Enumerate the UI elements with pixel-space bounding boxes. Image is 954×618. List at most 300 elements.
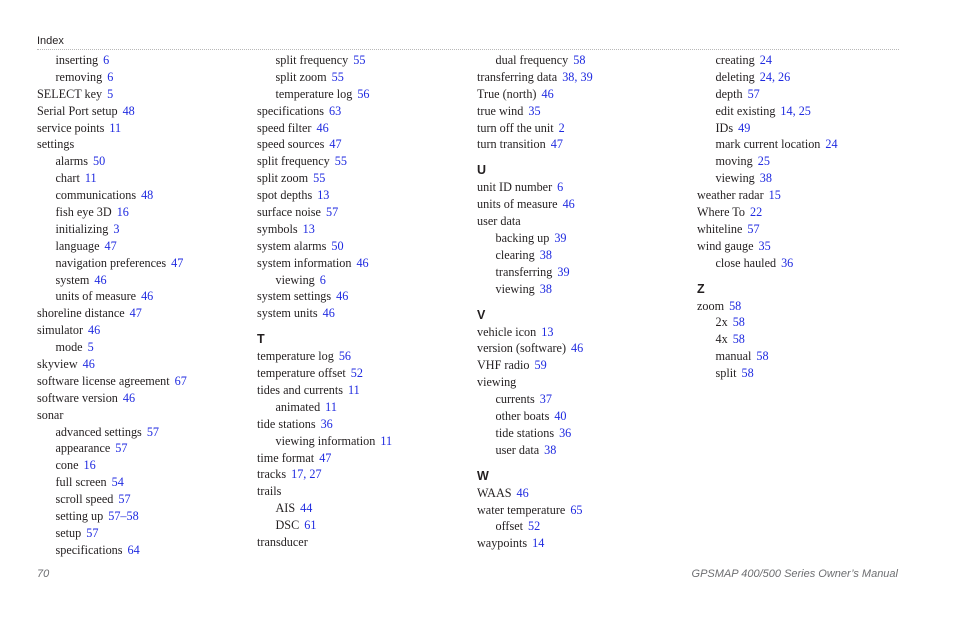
index-term: viewing: [275, 272, 315, 287]
page-reference-link[interactable]: 49: [738, 120, 751, 135]
index-subentry: [477, 264, 692, 281]
index-entry: [257, 103, 472, 120]
page-reference-link[interactable]: 6: [557, 180, 564, 195]
index-term: moving: [715, 154, 753, 169]
index-entry: [477, 196, 692, 213]
index-term: turn off the unit: [477, 120, 554, 135]
page-reference-link[interactable]: 11: [84, 171, 97, 186]
page-reference-link[interactable]: 15: [768, 188, 781, 203]
index-term: system settings: [257, 289, 332, 304]
index-term: VHF radio: [477, 358, 530, 373]
index-subentry: [37, 153, 252, 170]
page-reference-link[interactable]: 57: [325, 205, 339, 220]
page-reference-link[interactable]: 2: [558, 120, 565, 135]
page-reference-link[interactable]: 46: [82, 357, 95, 372]
index-term: mark current location: [715, 137, 821, 152]
index-subentry: [37, 272, 252, 289]
page-reference-link[interactable]: 46: [316, 120, 329, 135]
index-term: viewing: [715, 171, 755, 186]
index-term: water temperature: [477, 502, 566, 517]
index-column-4: [697, 52, 912, 382]
header-divider: [37, 49, 899, 50]
page-reference-link[interactable]: 58: [732, 315, 745, 330]
page-reference-link[interactable]: 3: [113, 221, 120, 236]
index-term: edit existing: [715, 103, 776, 118]
page-reference-link[interactable]: 58: [573, 53, 586, 67]
page-reference-link[interactable]: 40: [554, 409, 567, 424]
page-reference-link[interactable]: 16: [116, 205, 129, 220]
page-reference-link[interactable]: 47: [104, 238, 117, 253]
page-reference-link[interactable]: 46: [141, 289, 154, 304]
index-term: whiteline: [697, 221, 743, 236]
index-subentry: [697, 348, 912, 365]
index-term: user data: [477, 214, 521, 229]
page-reference-link[interactable]: 55: [334, 154, 347, 169]
index-term: dual frequency: [495, 53, 569, 67]
page-reference-link[interactable]: 46: [356, 255, 369, 270]
index-subentry: [477, 518, 692, 535]
page-reference-link[interactable]: 55: [331, 69, 344, 84]
index-subentry: [477, 442, 692, 459]
index-subentry: [477, 408, 692, 425]
index-term: skyview: [37, 357, 78, 372]
index-term: split: [715, 366, 737, 381]
page-reference-link[interactable]: 36: [320, 416, 333, 431]
index-entry: [37, 322, 252, 339]
page-reference-link[interactable]: 58: [732, 332, 745, 347]
index-term: temperature offset: [257, 366, 346, 381]
index-column-3: [477, 52, 692, 552]
index-term: time format: [257, 450, 315, 465]
index-letter-heading: U: [477, 163, 487, 178]
index-term: removing: [55, 69, 103, 84]
index-subentry: [257, 500, 472, 517]
index-entry: [257, 534, 472, 551]
index-term: units of measure: [55, 289, 137, 304]
index-term: viewing information: [275, 433, 376, 448]
index-term: split zoom: [275, 69, 327, 84]
index-term: language: [55, 238, 100, 253]
index-subentry: [697, 314, 912, 331]
page-reference-link[interactable]: 38: [544, 442, 557, 457]
index-subentry: [37, 474, 252, 491]
page-reference-link[interactable]: 36: [781, 255, 794, 270]
index-term: transducer: [257, 535, 308, 550]
index-term: tide stations: [257, 416, 316, 431]
page-reference-link[interactable]: 14: [532, 536, 545, 551]
index-subentry: [37, 288, 252, 305]
index-term: weather radar: [697, 188, 764, 203]
index-subentry: [477, 391, 692, 408]
index-entry: [697, 221, 912, 238]
index-subentry: [477, 281, 692, 298]
index-term: trails: [257, 484, 282, 499]
index-subentry: [697, 365, 912, 382]
index-entry: [257, 221, 472, 238]
index-term: deleting: [715, 69, 755, 84]
index-subentry: [37, 52, 252, 69]
index-subentry: [257, 517, 472, 534]
index-entry: [477, 69, 692, 86]
index-subentry: [37, 187, 252, 204]
index-entry: [37, 305, 252, 322]
index-letter-heading: Z: [697, 281, 705, 296]
page-reference-link[interactable]: 46: [336, 289, 349, 304]
index-entry: [257, 204, 472, 221]
index-subentry: [477, 230, 692, 247]
page-reference-link[interactable]: 38: [539, 281, 552, 296]
index-term: specifications: [257, 103, 325, 118]
page-reference-link[interactable]: 57: [747, 86, 760, 101]
page-reference-link[interactable]: 22: [750, 205, 763, 220]
index-term: system units: [257, 306, 318, 321]
page-reference-link[interactable]: 57: [146, 424, 159, 439]
page-reference-link[interactable]: 55: [353, 53, 366, 67]
page-reference-link[interactable]: 24, 26: [759, 69, 791, 84]
index-letter-heading: W: [477, 468, 489, 483]
page-reference-link[interactable]: 48: [141, 188, 154, 203]
page-reference-link[interactable]: 64: [127, 542, 140, 557]
index-term: zoom: [697, 298, 725, 313]
index-entry: [257, 450, 472, 467]
index-term: true wind: [477, 103, 524, 118]
page-reference-link[interactable]: 46: [562, 197, 575, 212]
page-reference-link[interactable]: 36: [559, 425, 572, 440]
page-reference-link[interactable]: 24: [759, 53, 772, 67]
index-term: SELECT key: [37, 86, 103, 101]
index-subentry: [37, 525, 252, 542]
index-term: clearing: [495, 247, 535, 262]
index-term: simulator: [37, 323, 84, 338]
page-reference-link[interactable]: 57: [747, 221, 760, 236]
index-entry: [257, 120, 472, 137]
index-subentry: [37, 238, 252, 255]
index-term: alarms: [55, 154, 88, 169]
index-entry: [257, 483, 472, 500]
page-reference-link[interactable]: 11: [325, 399, 337, 414]
page-reference-link[interactable]: 46: [88, 323, 101, 338]
index-term: animated: [275, 399, 321, 414]
page-reference-link[interactable]: 63: [329, 103, 342, 118]
index-term: other boats: [495, 409, 550, 424]
page-reference-link[interactable]: 37: [539, 392, 552, 407]
index-entry: [37, 103, 252, 120]
index-subentry: [697, 153, 912, 170]
page-reference-link[interactable]: 46: [94, 272, 107, 287]
index-subentry: [697, 52, 912, 69]
page-reference-link[interactable]: 56: [357, 86, 370, 101]
index-term: turn transition: [477, 137, 546, 152]
index-entry: [257, 466, 472, 483]
page-reference-link[interactable]: 52: [528, 519, 541, 534]
index-subentry: [37, 491, 252, 508]
index-term: True (north): [477, 86, 537, 101]
page-number: 70: [37, 568, 50, 580]
index-term: symbols: [257, 221, 298, 236]
index-letter-heading: V: [477, 307, 486, 322]
page-reference-link[interactable]: 17, 27: [291, 467, 322, 482]
index-term: IDs: [715, 120, 734, 135]
page-reference-link[interactable]: 47: [550, 137, 563, 152]
page-reference-link[interactable]: 57–58: [108, 509, 139, 524]
index-term: inserting: [55, 53, 99, 67]
index-term: creating: [715, 53, 755, 67]
index-term: initializing: [55, 221, 109, 236]
index-subentry: [37, 440, 252, 457]
page-reference-link[interactable]: 57: [118, 492, 131, 507]
index-term: WAAS: [477, 485, 512, 500]
index-entry: [477, 179, 692, 196]
index-entry: [257, 255, 472, 272]
index-term: temperature log: [257, 349, 334, 364]
page-reference-link[interactable]: 16: [83, 458, 96, 473]
page-reference-link[interactable]: 5: [107, 86, 114, 101]
index-entry: [257, 136, 472, 153]
index-entry: [477, 103, 692, 120]
page-reference-link[interactable]: 46: [571, 341, 584, 356]
index-term: user data: [495, 442, 540, 457]
index-subentry: [697, 103, 912, 120]
index-subentry: [477, 247, 692, 264]
page-reference-link[interactable]: 39: [554, 231, 567, 246]
page-reference-link[interactable]: 57: [115, 441, 128, 456]
index-entry: [37, 373, 252, 390]
index-term: software version: [37, 390, 118, 405]
index-term: temperature log: [275, 86, 353, 101]
page-reference-link[interactable]: 5: [87, 340, 94, 355]
page-reference-link[interactable]: 11: [347, 383, 360, 398]
index-term: tides and currents: [257, 383, 343, 398]
page-reference-link[interactable]: 46: [541, 86, 554, 101]
page-reference-link[interactable]: 38, 39: [562, 69, 593, 84]
page-reference-link[interactable]: 50: [331, 238, 344, 253]
index-entry: [257, 416, 472, 433]
index-letter-heading: T: [257, 332, 265, 347]
page-reference-link[interactable]: 13: [302, 221, 315, 236]
index-subentry: [37, 204, 252, 221]
page-reference-link[interactable]: 38: [759, 171, 772, 186]
index-term: split frequency: [275, 53, 349, 67]
index-term: waypoints: [477, 536, 528, 551]
index-subentry: [37, 424, 252, 441]
index-term: system information: [257, 255, 352, 270]
page-reference-link[interactable]: 58: [756, 349, 769, 364]
index-term: speed sources: [257, 137, 325, 152]
index-entry: [477, 136, 692, 153]
index-term: service points: [37, 120, 105, 135]
index-entry: [697, 298, 912, 315]
section-header: Index: [37, 35, 64, 47]
page-reference-link[interactable]: 11: [109, 120, 122, 135]
page-reference-link[interactable]: 47: [129, 306, 142, 321]
index-term: tracks: [257, 467, 287, 482]
index-entry: [477, 374, 692, 391]
page-reference-link[interactable]: 50: [93, 154, 106, 169]
index-subentry: [37, 457, 252, 474]
index-term: system alarms: [257, 238, 327, 253]
index-entry: [477, 86, 692, 103]
index-entry: [697, 187, 912, 204]
index-entry: [37, 356, 252, 373]
index-entry: [257, 170, 472, 187]
index-term: transferring data: [477, 69, 558, 84]
index-term: 2x: [715, 315, 728, 330]
index-entry: [257, 187, 472, 204]
index-entry: [257, 365, 472, 382]
index-subentry: [257, 69, 472, 86]
index-subentry: [697, 69, 912, 86]
index-term: specifications: [55, 542, 123, 557]
index-term: appearance: [55, 441, 111, 456]
index-entry: [37, 407, 252, 424]
index-entry: [477, 357, 692, 374]
index-subentry: [37, 255, 252, 272]
page-reference-link[interactable]: 38: [539, 247, 552, 262]
index-term: cone: [55, 458, 79, 473]
index-term: version (software): [477, 341, 567, 356]
index-subentry: [257, 399, 472, 416]
index-term: viewing: [477, 375, 517, 390]
page-reference-link[interactable]: 24: [825, 137, 838, 152]
index-term: offset: [495, 519, 524, 534]
index-term: tide stations: [495, 425, 555, 440]
index-entry: [477, 120, 692, 137]
index-entry: [257, 305, 472, 322]
page-reference-link[interactable]: 55: [313, 171, 326, 186]
page-reference-link[interactable]: 25: [757, 154, 770, 169]
index-entry: [257, 288, 472, 305]
index-subentry: [37, 508, 252, 525]
page-reference-link[interactable]: 46: [322, 306, 335, 321]
page-reference-link[interactable]: 56: [338, 349, 352, 364]
page-reference-link[interactable]: 48: [122, 103, 135, 118]
index-term: fish eye 3D: [55, 205, 112, 220]
page-reference-link[interactable]: 13: [317, 188, 330, 203]
page-reference-link[interactable]: 67: [174, 373, 187, 388]
index-term: 4x: [715, 332, 728, 347]
index-subentry: [257, 433, 472, 450]
index-term: settings: [37, 137, 75, 152]
index-subentry: [697, 136, 912, 153]
index-subentry: [37, 542, 252, 559]
index-entry: [37, 136, 252, 153]
index-term: spot depths: [257, 188, 313, 203]
page-reference-link[interactable]: 54: [111, 475, 124, 490]
page-reference-link[interactable]: 39: [557, 264, 570, 279]
page-reference-link[interactable]: 58: [729, 298, 742, 313]
index-term: mode: [55, 340, 83, 355]
page-reference-link[interactable]: 14, 25: [780, 103, 811, 118]
index-column-1: [37, 52, 252, 559]
index-entry: [37, 86, 252, 103]
index-term: communications: [55, 188, 137, 203]
index-term: units of measure: [477, 197, 558, 212]
index-term: split frequency: [257, 154, 330, 169]
index-term: setup: [55, 525, 82, 540]
manual-title: GPSMAP 400/500 Series Owner’s Manual: [691, 568, 898, 580]
page-reference-link[interactable]: 46: [516, 485, 529, 500]
index-entry: [477, 340, 692, 357]
page-reference-link[interactable]: 46: [122, 390, 136, 405]
index-subentry: [697, 255, 912, 272]
page-reference-link[interactable]: 6: [319, 272, 326, 287]
index-subentry: [37, 221, 252, 238]
index-term: navigation preferences: [55, 255, 167, 270]
index-term: full screen: [55, 475, 107, 490]
index-subentry: [37, 170, 252, 187]
page-reference-link[interactable]: 47: [171, 255, 184, 270]
index-entry: [37, 390, 252, 407]
page-reference-link[interactable]: 13: [541, 324, 554, 339]
index-term: Serial Port setup: [37, 103, 118, 118]
index-term: shoreline distance: [37, 306, 125, 321]
index-entry: [477, 324, 692, 341]
page-reference-link[interactable]: 57: [86, 525, 99, 540]
index-term: system: [55, 272, 90, 287]
index-entry: [697, 204, 912, 221]
index-term: depth: [715, 86, 743, 101]
page-reference-link[interactable]: 47: [319, 450, 332, 465]
index-term: DSC: [275, 518, 300, 533]
page-reference-link[interactable]: 61: [304, 518, 317, 533]
index-term: sonar: [37, 407, 64, 422]
page-reference-link[interactable]: 52: [350, 366, 363, 381]
index-term: setting up: [55, 509, 104, 524]
index-term: surface noise: [257, 205, 321, 220]
index-subentry: [37, 69, 252, 86]
index-term: speed filter: [257, 120, 312, 135]
index-entry: [257, 348, 472, 365]
index-subentry: [697, 170, 912, 187]
index-term: vehicle icon: [477, 324, 537, 339]
index-term: backing up: [495, 231, 550, 246]
index-entry: [37, 120, 252, 137]
index-entry: [477, 213, 692, 230]
index-entry: [257, 382, 472, 399]
page-reference-link[interactable]: 11: [380, 433, 393, 448]
index-term: advanced settings: [55, 424, 142, 439]
page-reference-link[interactable]: 44: [300, 501, 313, 516]
index-term: transferring: [495, 264, 553, 279]
page-reference-link[interactable]: 6: [107, 69, 114, 84]
index-term: scroll speed: [55, 492, 114, 507]
index-term: AIS: [275, 501, 296, 516]
index-term: Where To: [697, 205, 745, 220]
index-term: close hauled: [715, 255, 777, 270]
index-term: software license agreement: [37, 373, 170, 388]
index-entry: [477, 485, 692, 502]
page-reference-link[interactable]: 6: [103, 53, 110, 67]
index-subentry: [257, 52, 472, 69]
index-entry: [257, 238, 472, 255]
page-reference-link[interactable]: 65: [570, 502, 583, 517]
index-entry: [257, 153, 472, 170]
index-subentry: [37, 339, 252, 356]
page-reference-link[interactable]: 59: [534, 358, 547, 373]
index-term: manual: [715, 349, 752, 364]
index-term: currents: [495, 392, 535, 407]
index-subentry: [257, 272, 472, 289]
index-term: chart: [55, 171, 80, 186]
index-column-2: [257, 52, 472, 551]
index-subentry: [697, 120, 912, 137]
page-reference-link[interactable]: 58: [741, 366, 754, 381]
index-subentry: [697, 86, 912, 103]
page-reference-link[interactable]: 47: [329, 137, 342, 152]
page-reference-link[interactable]: 35: [528, 103, 541, 118]
page-reference-link[interactable]: 35: [758, 238, 771, 253]
index-subentry: [697, 331, 912, 348]
